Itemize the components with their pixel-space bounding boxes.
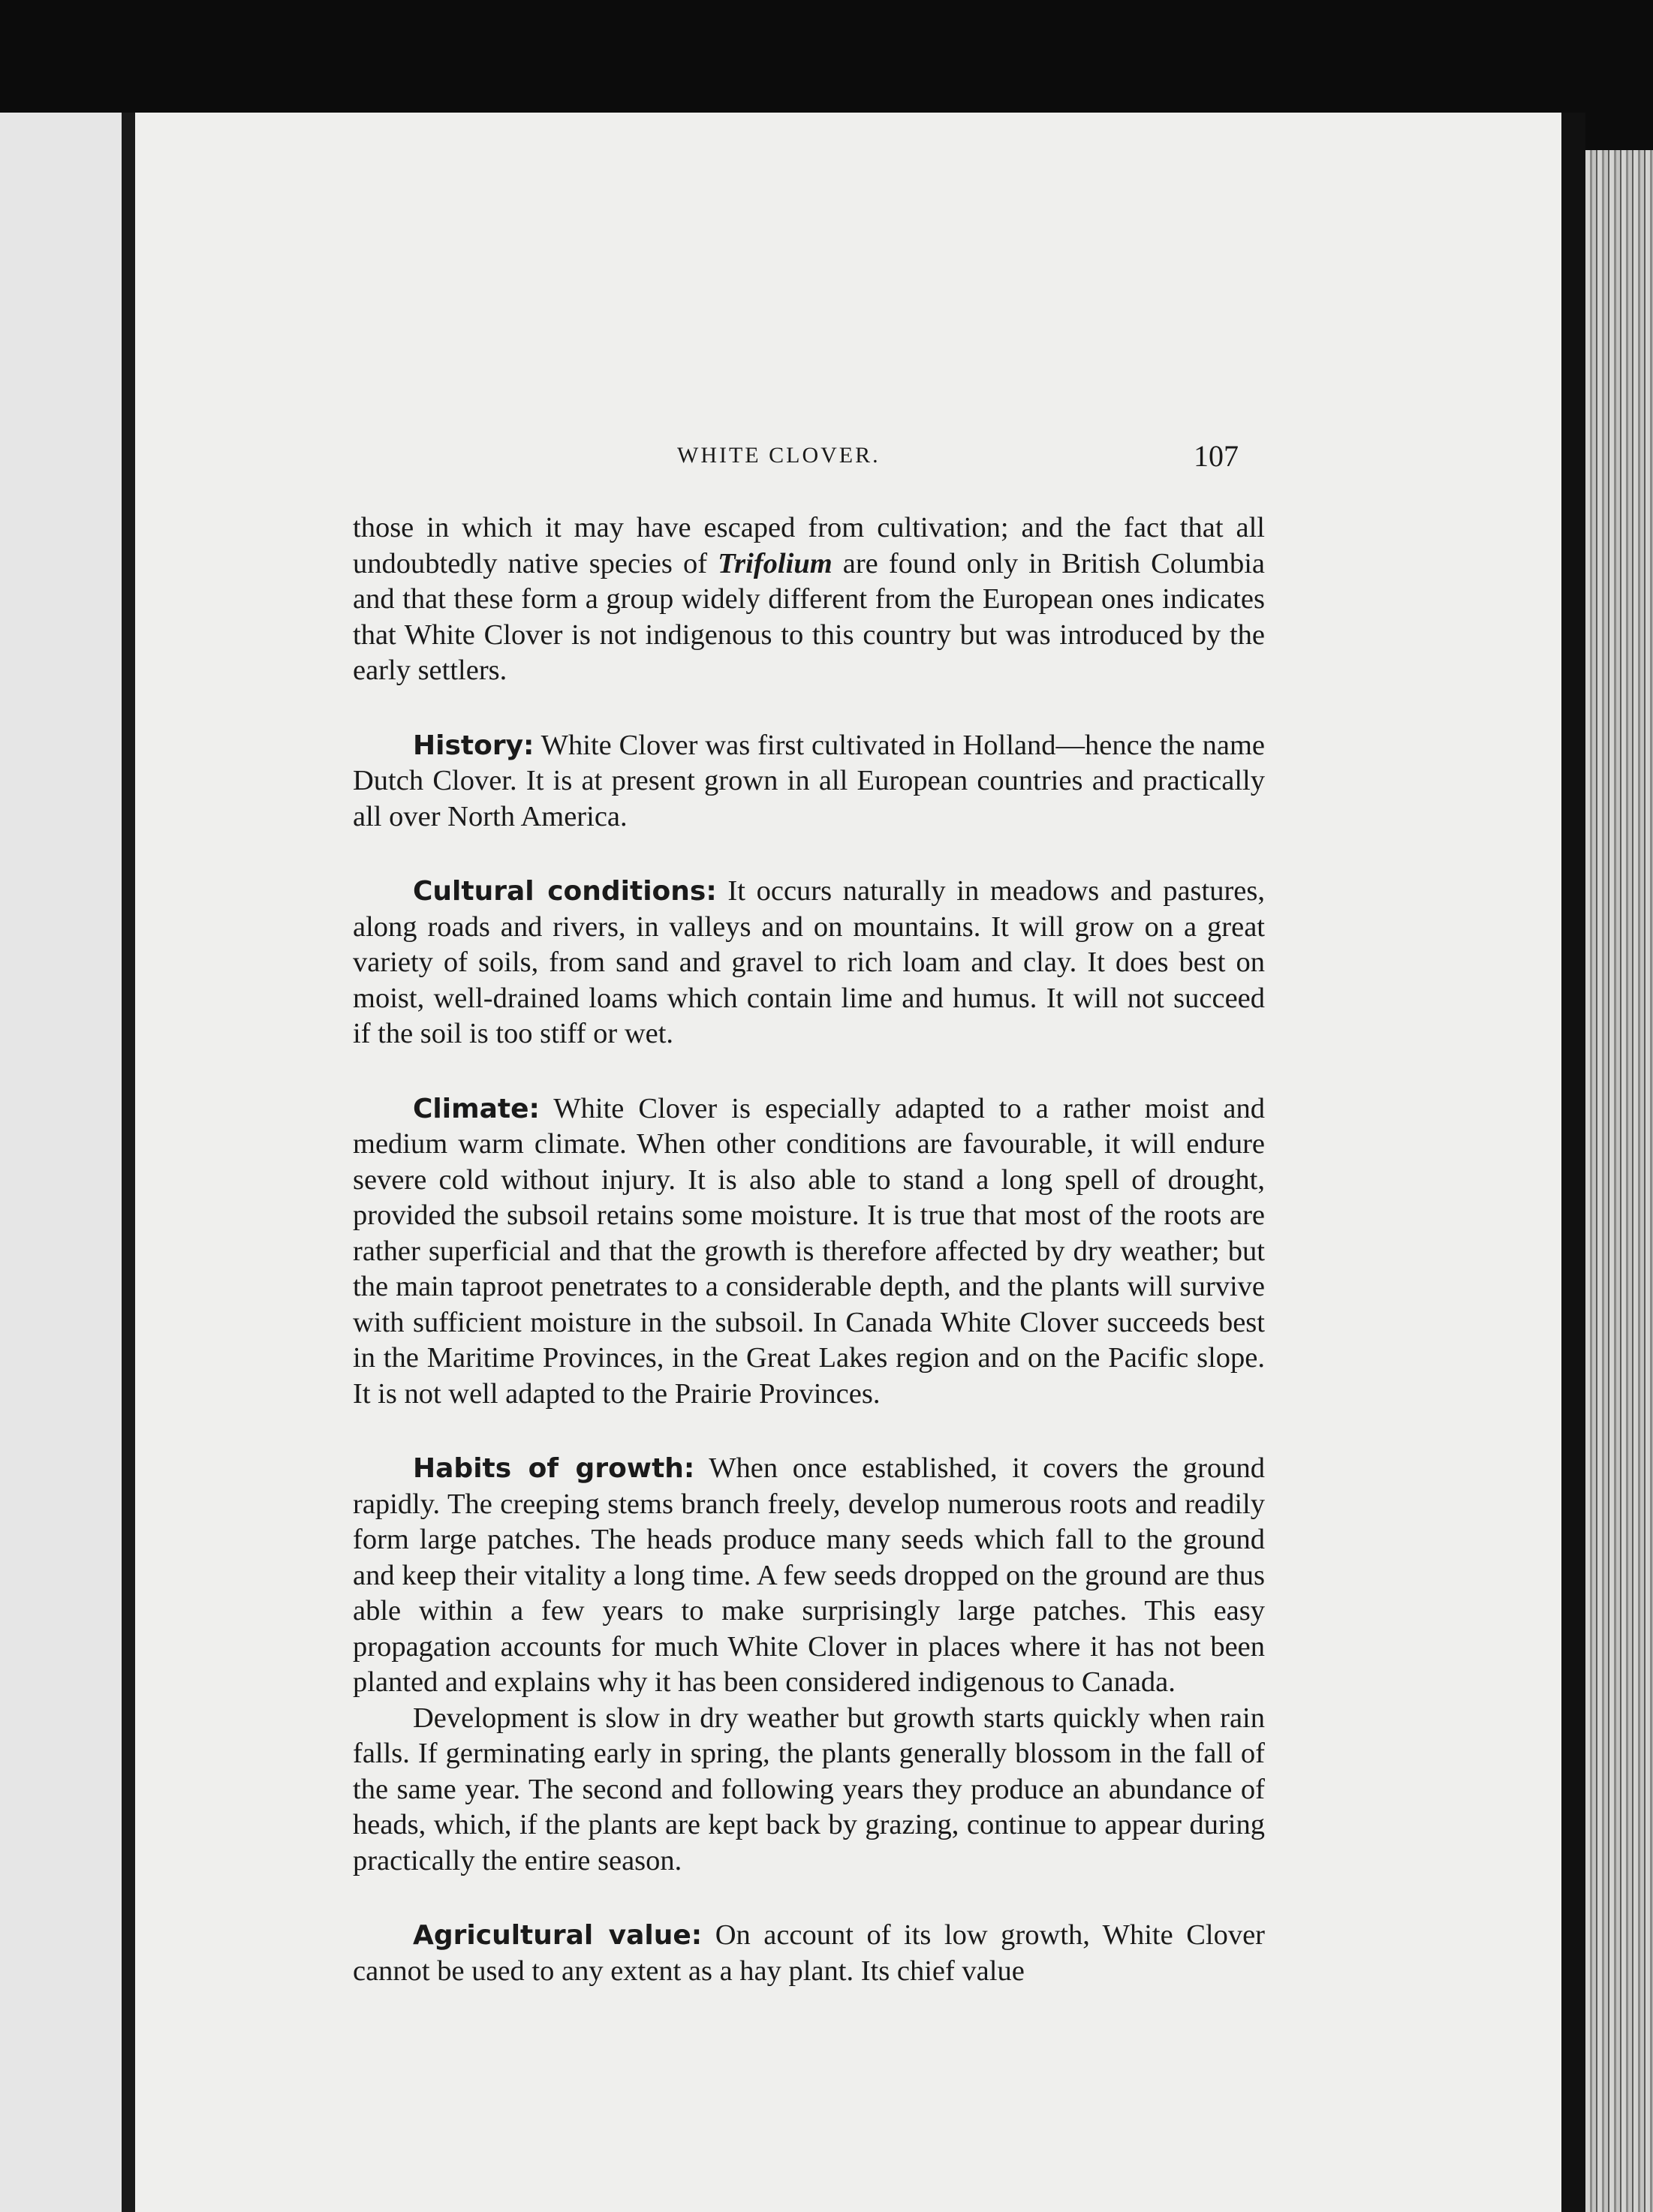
- page-number: 107: [1194, 439, 1239, 473]
- binding-gutter: [122, 113, 135, 2212]
- paragraph-history: [353, 728, 1265, 835]
- paragraph-climate: [353, 1091, 1265, 1413]
- section-heading-cultural-conditions: Cultural conditions:: [413, 876, 717, 907]
- book-page: [135, 113, 1561, 2212]
- paragraph-habits-of-growth: [353, 1451, 1265, 1701]
- section-heading-agricultural-value: Agricultural value:: [413, 1920, 703, 1951]
- paragraph-cultural-conditions: [353, 874, 1265, 1052]
- paragraph-text: It occurs naturally in meadows and pastures, along roads and rivers, in valleys and on mountains. It will grow on a great variety of soils, from sand and gravel to rich loam and clay. It does best on moist, well-drained loams which contain lime and humus. It will not succeed if the soil is too stiff or wet.: [353, 875, 1266, 1049]
- paragraph-continuation: [353, 510, 1265, 689]
- section-heading-climate: Climate:: [413, 1093, 540, 1124]
- paragraph-text: On account of its low growth, White Clover cannot be used to any extent as a hay plant. Its chief value: [353, 1919, 1265, 1987]
- paragraph-text: White Clover is especially adapted to a rather moist and medium warm climate. When other conditions are favourable, it will endure severe cold without injury. It is also able to stand a long spell of drought, provided the subsoil retains some moisture. It is true that most of the roots are rather superficial and that the growth is therefore affected by dry weather; but the main taproot penetrates to a considerable depth, and the plants will survive with sufficient moisture in the subsoil. In Canada White Clover succeeds best in the Maritime Provinces, in the Great Lakes region and on the Pacific slope. It is not well adapted to the Prairie Provinces.: [353, 1092, 1265, 1410]
- section-heading-habits-of-growth: Habits of growth:: [413, 1453, 695, 1484]
- latin-genus-name: Trifolium: [718, 547, 833, 579]
- paragraph-text: those in which it may have escaped from cultivation; and the fact that all undoubtedly native species of: [353, 512, 1265, 579]
- section-heading-history: History:: [413, 730, 534, 761]
- right-page-shadow: [1561, 113, 1585, 2212]
- body-text: [353, 510, 1265, 1989]
- paragraph-text: White Clover was first cultivated in Holland—hence the name Dutch Clover. It is at present grown in all European countries and practically all over North America.: [353, 729, 1265, 832]
- paragraph-text: When once established, it covers the ground rapidly. The creeping stems branch freely, develop numerous roots and readily form large patches. The heads produce many seeds which fall to the ground and keep their vitality a long time. A few seeds dropped on the ground are thus able within a few years to make surprisingly large patches. This easy propagation accounts for much White Clover in places where it has not been planted and explains why it has been considered indigenous to Canada.: [353, 1452, 1265, 1698]
- paragraph-text: are found only in British Columbia and that these form a group widely different from the European ones indicates that White Clover is not indigenous to this country but was introduced by the early settlers.: [353, 547, 1265, 686]
- running-title: WHITE CLOVER.: [677, 443, 881, 468]
- paragraph-text: Development is slow in dry weather but growth starts quickly when rain falls. If germinating early in spring, the plants generally blossom in the fall of the same year. The second and following years they produce an abundance of heads, which, if the plants are kept back by grazing, continue to appear during practically the entire season.: [353, 1702, 1265, 1876]
- paragraph-development: [353, 1701, 1265, 1879]
- left-page-edge: [0, 113, 131, 2212]
- page-stack-edge: [1585, 150, 1653, 2212]
- paragraph-agricultural-value: [353, 1918, 1265, 1989]
